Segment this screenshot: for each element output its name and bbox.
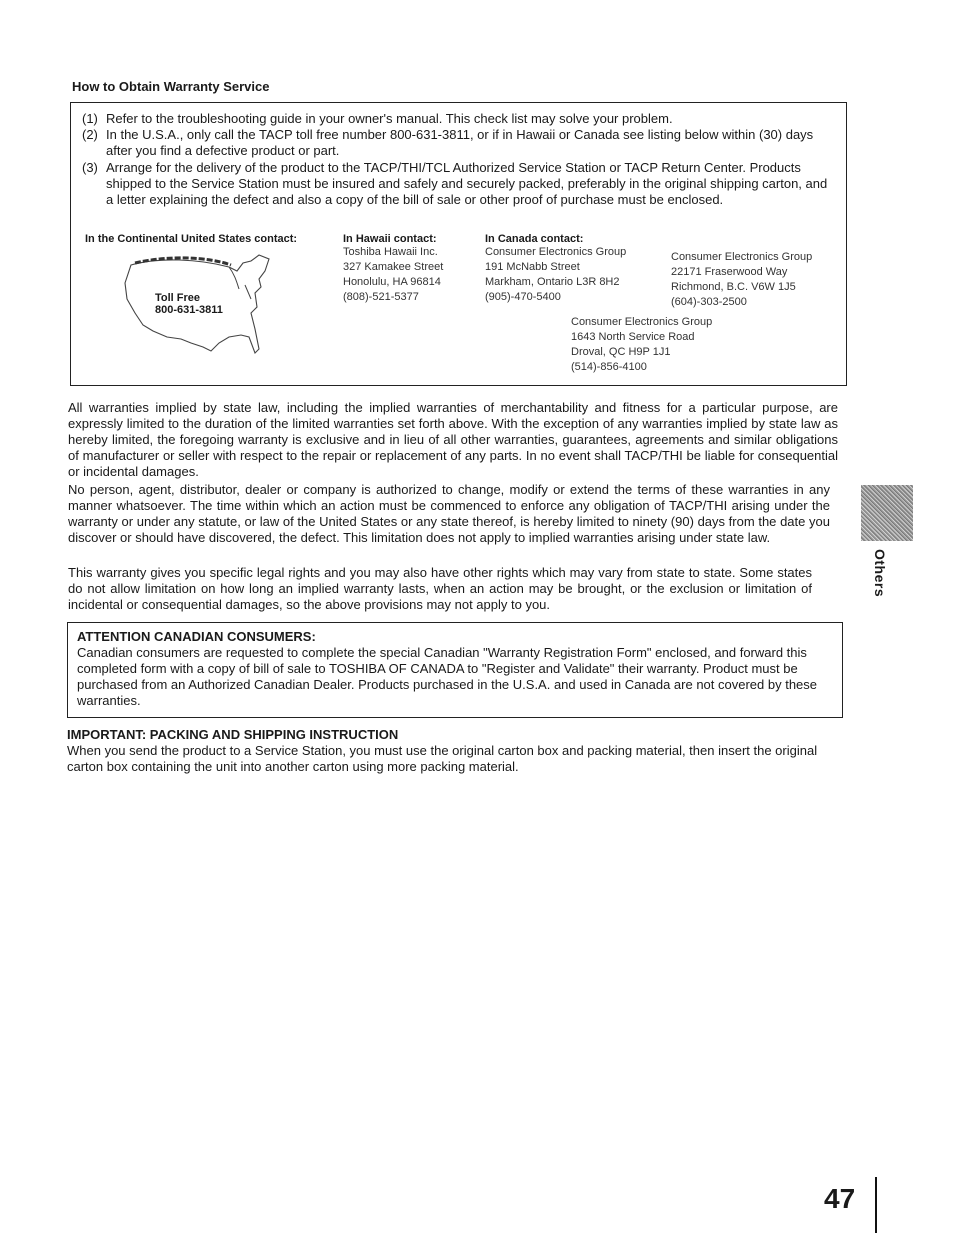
toll-free-number: 800-631-3811 — [155, 304, 223, 316]
canada-contact — [485, 233, 626, 305]
step-number: (2) — [82, 127, 98, 142]
address-line: Consumer Electronics Group — [571, 316, 713, 328]
step-text: In the U.S.A., only call the TACP toll free number 800-631-3811, or if in Hawaii or Canada see listing below within (30) days after you find a defective product or part. — [106, 127, 814, 158]
hawaii-address — [343, 245, 443, 305]
step-number: (1) — [82, 111, 98, 126]
phone-number: (514)-856-4100 — [571, 361, 647, 373]
section-tab-marker — [861, 485, 913, 541]
step-text: Refer to the troubleshooting guide in your owner's manual. This check list may solve your problem. — [106, 111, 673, 126]
address-line: Consumer Electronics Group — [485, 246, 627, 258]
address-line: Consumer Electronics Group — [671, 251, 813, 263]
packing-title: IMPORTANT: PACKING AND SHIPPING INSTRUCTION — [67, 727, 399, 742]
canadian-notice-title: ATTENTION CANADIAN CONSUMERS: — [77, 629, 316, 644]
address-line: Richmond, B.C. V6W 1J5 — [671, 281, 796, 293]
address-line: Honolulu, HA 96814 — [343, 276, 441, 288]
toll-free-label: Toll Free — [155, 292, 201, 304]
page-number: 47 — [824, 1183, 856, 1214]
phone-number: (905)-470-5400 — [485, 291, 561, 303]
phone-number: (808)-521-5377 — [343, 291, 419, 303]
toll-free-callout — [155, 292, 223, 316]
canadian-notice-box — [67, 622, 843, 718]
address-line: 327 Kamakee Street — [343, 261, 444, 273]
address-line: 22171 Fraserwood Way — [671, 266, 788, 278]
canada-office-droval — [571, 315, 712, 375]
address-line: 1643 North Service Road — [571, 331, 695, 343]
canada-office-richmond — [671, 250, 812, 310]
address-line: 191 McNabb Street — [485, 261, 580, 273]
packing-section — [67, 727, 829, 775]
phone-number: (604)-303-2500 — [671, 296, 747, 308]
canadian-notice-text: Canadian consumers are requested to complete the special Canadian "Warranty Registration Form" enclosed, and forward this completed form with a copy of bill of sale to TOSHIBA OF CANADA to "Register and Validate" their warranty. Product must be purchased from an Authorized Canadian Dealer. Products purchased in the U.S.A. and used in Canada are not covered by these warranties. — [77, 645, 818, 708]
legal-rights-paragraph: This warranty gives you specific legal rights and you may also have other rights which may vary from state to state. Some states do not allow limitation on how long an implied warranty lasts, when an action may be brought, or the exclusion or limitation of incidental or consequential damages, so the above provisions may not apply to you. — [68, 565, 812, 612]
canada-office-markham — [485, 245, 626, 305]
address-line: Toshiba Hawaii Inc. — [343, 246, 438, 258]
no-modification-paragraph: No person, agent, distributor, dealer or company is authorized to change, modify or extend the terms of these warranties in any manner whatsoever. The time within which an action must be commenced to enforce any obligation of TACP/THI arising under the warranty or under any statute, or law of the United States or any state thereof, is hereby limited to ninety (90) days from the date you discover or should have discovered, the defect. This limitation does not apply to implied warranties arising under state law. — [68, 482, 830, 545]
page-number-rule — [875, 1177, 877, 1233]
section-tab-label: Others — [872, 549, 888, 598]
address-line: Droval, QC H9P 1J1 — [571, 346, 671, 358]
address-line: Markham, Ontario L3R 8H2 — [485, 276, 620, 288]
warranty-service-box — [70, 102, 847, 386]
step-number: (3) — [82, 160, 98, 175]
warranty-service-title: How to Obtain Warranty Service — [72, 79, 270, 94]
implied-warranty-paragraph: All warranties implied by state law, including the implied warranties of merchantability and fitness for a particular purpose, are expressly limited to the duration of the limited warranties set forth above. With the exception of any warranties implied by state law as hereby limited, the foregoing warranty is exclusive and in lieu of all other warranties, guarantees, agreements and similar obligations of manufacturer or seller with respect to the repair or replacement of any parts. In no event shall TACP/THI be liable for consequential or incidental damages. — [68, 400, 838, 479]
packing-text: When you send the product to a Service Station, you must use the original carton box and packing material, then insert the original carton box containing the unit into another carton using more packing material. — [67, 743, 818, 774]
hawaii-contact — [343, 233, 443, 305]
hawaii-heading: In Hawaii contact: — [343, 233, 437, 245]
continental-heading: In the Continental United States contact: — [85, 233, 298, 245]
canada-heading: In Canada contact: — [485, 233, 584, 245]
step-text: Arrange for the delivery of the product to the TACP/THI/TCL Authorized Service Station or TACP Return Center. Products shipped to the Service Station must be insured and safely and securely packed, preferably in the original shipping carton, and a letter explaining the defect and also a copy of the bill of sale or other proof of purchase must be enclosed. — [106, 160, 828, 207]
